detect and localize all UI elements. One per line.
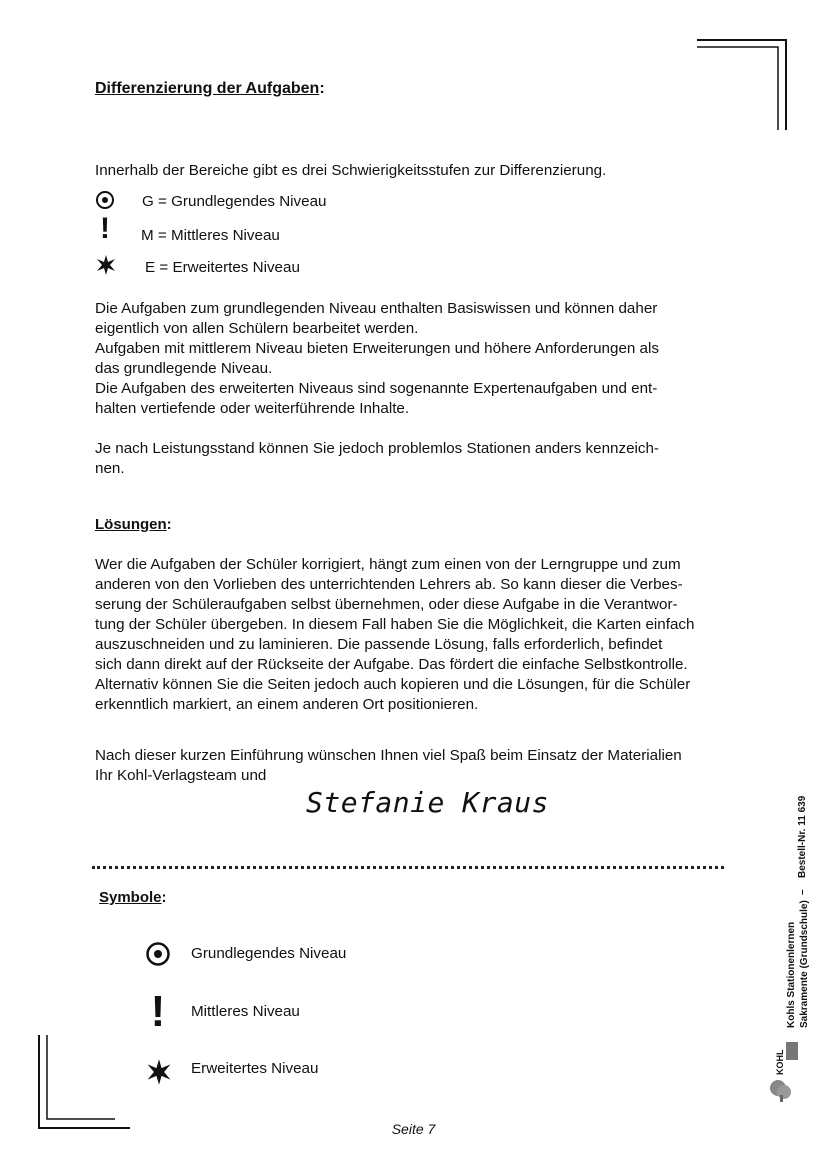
heading-differenzierung (95, 80, 325, 98)
exclamation-icon: ! (100, 212, 110, 245)
paragraph-loesungen (95, 555, 694, 715)
side-title-1: Kohls Stationenlernen (786, 921, 797, 1028)
symbol-grundlegend: Grundlegendes Niveau (191, 945, 347, 962)
heading-symbole-text: Symbole (99, 889, 162, 906)
top-right-corner-frame (690, 35, 790, 135)
exclamation-icon: ! (150, 987, 166, 1036)
publisher-logo-icon (766, 1040, 812, 1102)
text-line: Aufgaben mit mittlerem Niveau bieten Erweiterungen und höhere Anforderungen als (95, 340, 659, 357)
paragraph-levels (95, 299, 659, 419)
heading-colon: : (161, 889, 167, 906)
text-line: das grundlegende Niveau. (95, 360, 273, 377)
text-line: tung der Schüler übergeben. In diesem Fall haben Sie die Möglichkeit, die Karten einfach (95, 616, 695, 633)
text-line: auszuschneiden und zu laminieren. Die passende Lösung, falls erforderlich, befindet (95, 636, 663, 653)
text-line: nen. (95, 460, 125, 477)
text-line: serung der Schüleraufgaben selbst übernehmen, oder diese Aufgabe in die Verantwor- (95, 596, 678, 613)
side-title-2: Sakramente (Grundschule) (799, 900, 810, 1028)
circle-dot-icon (95, 190, 115, 210)
level-erweitert: E = Erweitertes Niveau (145, 259, 300, 276)
level-mittel: M = Mittleres Niveau (141, 227, 280, 244)
text-line: halten vertiefende oder weiterführende Inhalte. (95, 400, 410, 417)
text-line: sich dann direkt auf der Rückseite der Aufgabe. Das fördert die einfache Selbstkontrolle. (95, 656, 688, 673)
text-line: Ihr Kohl-Verlagsteam und (95, 767, 267, 784)
text-line: Wer die Aufgaben der Schüler korrigiert, hängt zum einen von der Lerngruppe und zum (95, 556, 681, 573)
signature: Stefanie Kraus (306, 786, 550, 819)
text-line: Alternativ können Sie die Seiten jedoch auch kopieren und die Lösungen, für die Schüler (95, 676, 691, 693)
paragraph-leistungsstand (95, 439, 659, 479)
text-line: anderen von den Vorlieben des unterrichtenden Lehrers ab. So kann dieser die Verbes- (95, 576, 683, 593)
level-grundlegend: G = Grundlegendes Niveau (142, 193, 327, 210)
heading-differenzierung-text: Differenzierung der Aufgaben (95, 80, 320, 97)
heading-symbole (99, 889, 167, 906)
dotted-divider (92, 866, 724, 869)
text-line: Die Aufgaben zum grundlegenden Niveau enthalten Basiswissen und können daher (95, 300, 658, 317)
heading-colon: : (166, 516, 172, 533)
symbol-erweitert: Erweitertes Niveau (191, 1060, 319, 1077)
closing-text (95, 746, 682, 786)
intro-text: Innerhalb der Bereiche gibt es drei Schwierigkeitsstufen zur Differenzierung. (95, 162, 607, 179)
heading-loesungen-text: Lösungen (95, 516, 167, 533)
text-line: Die Aufgaben des erweiterten Niveaus sind sogenannte Expertenaufgaben und ent- (95, 380, 658, 397)
star-icon (145, 1058, 173, 1086)
star-icon (95, 254, 117, 276)
side-order-number: Bestell-Nr. 11 639 (797, 795, 808, 878)
page-number: Seite 7 (391, 1121, 436, 1137)
text-line: eigentlich von allen Schülern bearbeitet werden. (95, 320, 419, 337)
heading-colon: : (319, 80, 325, 97)
logo-text: KOHL (775, 1049, 785, 1075)
text-line: Je nach Leistungsstand können Sie jedoch problemlos Stationen anders kennzeich- (95, 440, 659, 457)
circle-dot-icon (145, 941, 171, 967)
text-line: erkenntlich markiert, an einem anderen Ort positionieren. (95, 696, 479, 713)
heading-loesungen (95, 516, 172, 533)
text-line: Nach dieser kurzen Einführung wünschen Ihnen viel Spaß beim Einsatz der Materialien (95, 747, 682, 764)
bottom-left-corner-frame (35, 1035, 135, 1135)
side-dash: – (797, 889, 808, 895)
symbol-mittel: Mittleres Niveau (191, 1003, 300, 1020)
